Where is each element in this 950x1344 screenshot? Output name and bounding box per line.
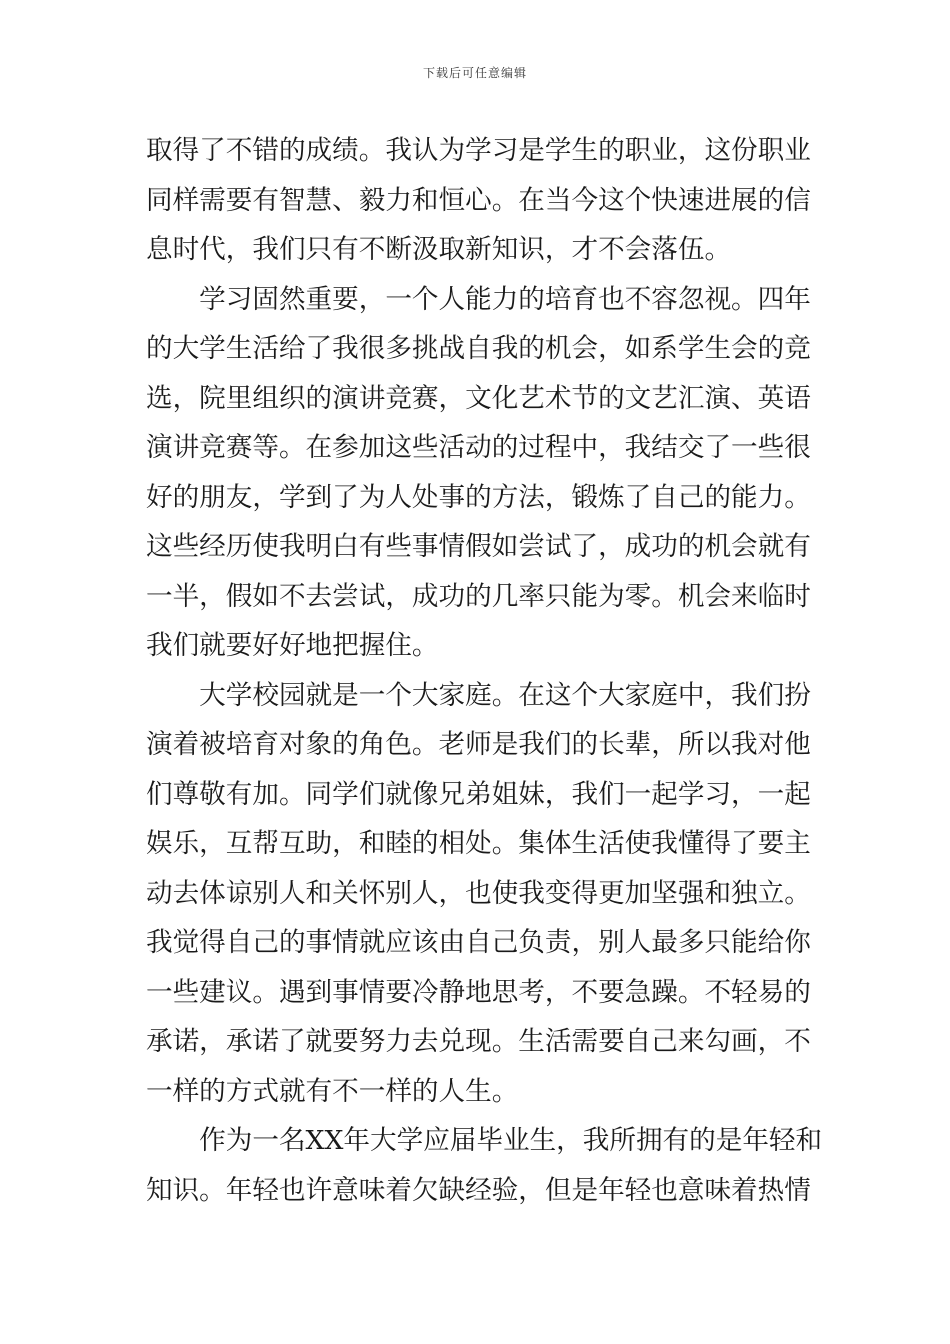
text-line: 这些经历使我明白有些事情假如尝试了，成功的机会就有 <box>146 531 811 562</box>
text-line: 息时代，我们只有不断汲取新知识，才不会落伍。 <box>146 234 732 265</box>
text-line: 演着被培育对象的角色。老师是我们的长辈，所以我对他 <box>146 729 811 760</box>
text-line: 一些建议。遇到事情要冷静地思考，不要急躁。不轻易的 <box>146 976 811 1008</box>
body-text <box>146 126 823 1215</box>
text-line: 们尊敬有加。同学们就像兄弟姐妹，我们一起学习，一起 <box>146 778 811 810</box>
text-line: 一样的方式就有不一样的人生。 <box>146 1075 519 1107</box>
text-line: 学习固然重要，一个人能力的培育也不容忽视。四年 <box>146 283 811 315</box>
text-line: 娱乐，互帮互助，和睦的相处。集体生活使我懂得了要主 <box>146 828 811 859</box>
text-line: 的大学生活给了我很多挑战自我的机会，如系学生会的竞 <box>146 333 811 364</box>
text-line: 知识。年轻也许意味着欠缺经验，但是年轻也意味着热情 <box>146 1174 811 1206</box>
text-line: 选，院里组织的演讲竞赛，文化艺术节的文艺汇演、英语 <box>146 382 811 414</box>
text-line: 同样需要有智慧、毅力和恒心。在当今这个快速进展的信 <box>146 184 811 216</box>
text-line: 大学校园就是一个大家庭。在这个大家庭中，我们扮 <box>146 679 811 711</box>
header-note: 下载后可任意编辑 <box>422 66 527 80</box>
text-line: 动去体谅别人和关怀别人，也使我变得更加坚强和独立。 <box>146 877 811 909</box>
text-line: 取得了不错的成绩。我认为学习是学生的职业，这份职业 <box>146 135 811 166</box>
text-line: 好的朋友，学到了为人处事的方法，锻炼了自己的能力。 <box>146 481 811 513</box>
text-line: 我们就要好好地把握住。 <box>146 630 439 661</box>
text-line: 我觉得自己的事情就应该由自己负责，别人最多只能给你 <box>146 927 811 958</box>
text-line: 演讲竞赛等。在参加这些活动的过程中，我结交了一些很 <box>146 432 811 463</box>
text-line: 一半，假如不去尝试，成功的几率只能为零。机会来临时 <box>146 580 811 612</box>
text-line: 作为一名XX年大学应届毕业生，我所拥有的是年轻和 <box>146 1125 823 1156</box>
text-line: 承诺，承诺了就要努力去兑现。生活需要自己来勾画，不 <box>146 1026 811 1057</box>
